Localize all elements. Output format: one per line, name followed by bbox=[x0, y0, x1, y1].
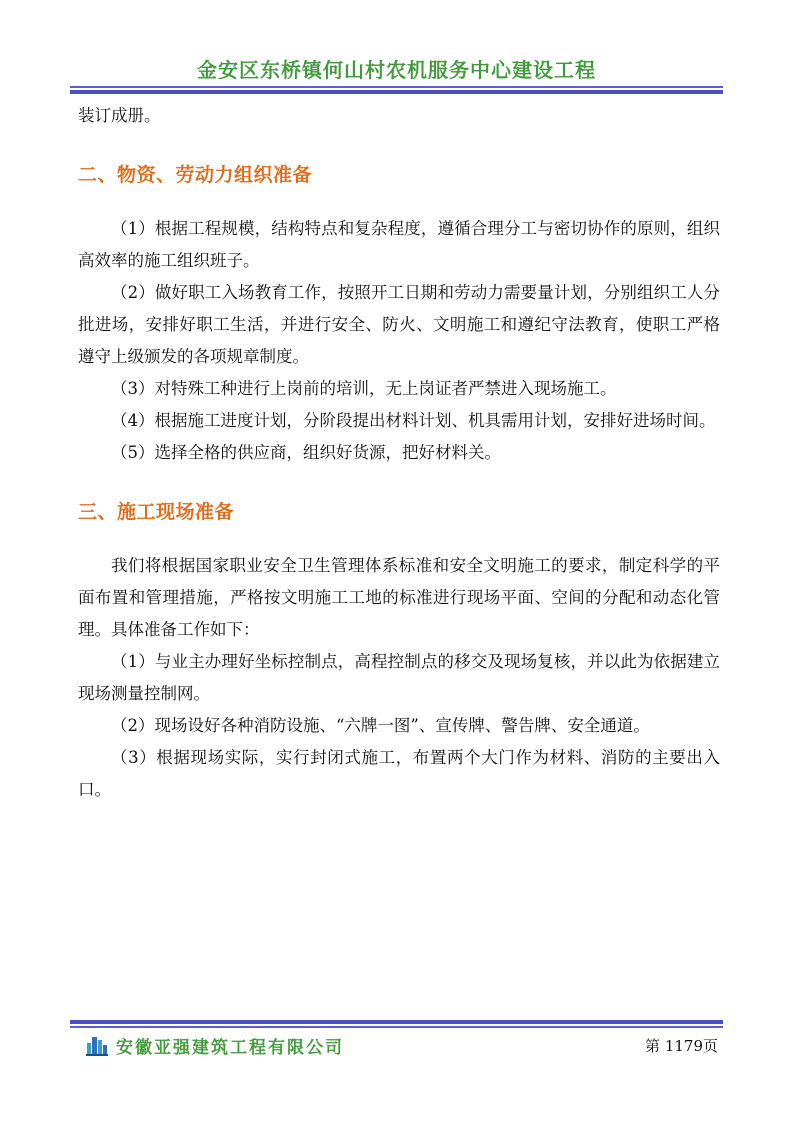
header-rule-thin bbox=[70, 86, 723, 88]
section3-intro: 我们将根据国家职业安全卫生管理体系标准和安全文明施工的要求，制定科学的平面布置和管理措施，严格按文明施工工地的标准进行现场平面、空间的分配和动态化管理。具体准备工作如下： bbox=[78, 556, 720, 639]
footer-rule-thick bbox=[70, 1020, 723, 1024]
document-footer bbox=[78, 1032, 720, 1060]
company-name: 安徽亚强建筑工程有限公司 bbox=[116, 1038, 344, 1058]
document-header-title: 金安区东桥镇何山村农机服务中心建设工程 bbox=[197, 58, 596, 82]
section2-item-3: （3）对特殊工种进行上岗前的培训，无上岗证者严禁进入现场施工。 bbox=[111, 379, 617, 398]
section3-item-1: （1）与业主办理好坐标控制点，高程控制点的移交及现场复核，并以此为依据建立现场测量控制网。 bbox=[78, 652, 720, 703]
section-heading-materials-labor: 二、物资、劳动力组织准备 bbox=[78, 164, 313, 186]
section2-item-5: （5）选择全格的供应商，组织好货源，把好材料关。 bbox=[111, 443, 501, 462]
section2-item-1: （1）根据工程规模，结构特点和复杂程度，遵循合理分工与密切协作的原则，组织高效率的施工组织班子。 bbox=[78, 219, 720, 270]
section-heading-site-preparation: 三、施工现场准备 bbox=[78, 501, 235, 523]
document-body bbox=[78, 100, 720, 806]
page-number: 第 1179页 bbox=[645, 1037, 718, 1055]
building-logo-icon bbox=[86, 1034, 108, 1056]
section2-item-4: （4）根据施工进度计划，分阶段提出材料计划、机具需用计划，安排好进场时间。 bbox=[111, 411, 716, 430]
header-rule-thick bbox=[70, 90, 723, 94]
section3-item-2: （2）现场设好各种消防设施、“六牌一图”、宣传牌、警告牌、安全通道。 bbox=[111, 716, 650, 735]
footer-rule-thin bbox=[70, 1026, 723, 1028]
section3-item-3: （3）根据现场实际，实行封闭式施工，布置两个大门作为材料、消防的主要出入口。 bbox=[78, 748, 720, 799]
section2-item-2: （2）做好职工入场教育工作，按照开工日期和劳动力需要量计划，分别组织工人分批进场，安排好职工生活，并进行安全、防火、文明施工和遵纪守法教育，使职工严格遵守上级颁发的各项规章制度。 bbox=[78, 283, 720, 366]
intro-line: 装订成册。 bbox=[78, 106, 161, 125]
